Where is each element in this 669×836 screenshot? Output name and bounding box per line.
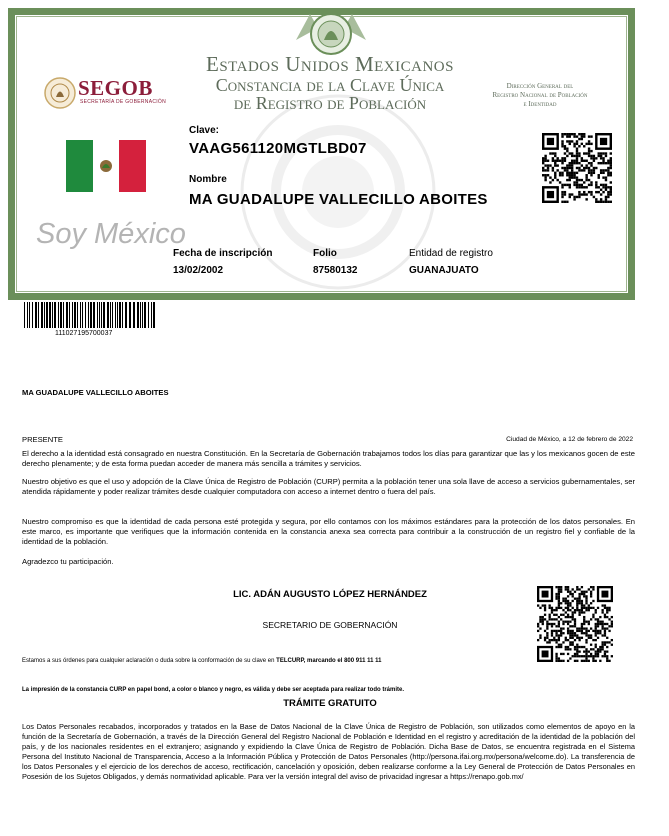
- recipient-name: MA GUADALUPE VALLECILLO ABOITES: [22, 388, 169, 397]
- signer-name: LIC. ADÁN AUGUSTO LÓPEZ HERNÁNDEZ: [233, 589, 427, 600]
- soy-mexico-text: Soy México: [36, 218, 186, 250]
- print-validity-note: La impresión de la constancia CURP en papel bond, a color o blanco y negro, es válida y debe ser aceptada para realizar todo trámite.: [22, 687, 405, 693]
- tramite-gratuito: TRÁMITE GRATUITO: [283, 698, 377, 709]
- thanks-text: Agradezco tu participación.: [22, 557, 114, 566]
- letter-date: Ciudad de México, a 12 de febrero de 2022: [506, 436, 633, 443]
- fecha-inscripcion-label: Fecha de inscripción: [173, 248, 273, 259]
- dgrnpi-line1: Dirección General del: [506, 82, 574, 90]
- clave-label: Clave:: [189, 125, 220, 136]
- letter-paragraph-3: Nuestro compromiso es que la identidad de cada persona esté protegida y segura, por ello contamos con los máximos estándares para la protección de los datos personales. En este marco, es importante que verifiques que la información contenida en la constancia anexa sea correcta para contribuir a la construcción de un registro fiel y confiable de la identidad de la población.: [22, 517, 635, 546]
- card-subtitle: [150, 76, 510, 112]
- contact-text: Estamos a sus órdenes para cualquier aclaración o duda sobre la conformación de su clave en: [22, 658, 277, 664]
- segob-logo-subtext: SECRETARÍA DE GOBERNACIÓN: [80, 99, 167, 105]
- dgrnpi-line3: e Identidad: [523, 100, 557, 108]
- fecha-inscripcion-value: 13/02/2002: [173, 265, 224, 276]
- contact-line: [22, 658, 381, 664]
- barcode-number: 111027195700037: [55, 330, 113, 337]
- nombre-value: MA GUADALUPE VALLECILLO ABOITES: [189, 191, 488, 208]
- segob-seal-icon: [44, 77, 76, 109]
- telcurp-phone: TELCURP, marcando el 800 911 11 11: [276, 658, 382, 664]
- dgrnpi-line2: Registro Nacional de Población: [492, 91, 588, 99]
- folio-label: Folio: [313, 248, 337, 259]
- privacy-notice: Los Datos Personales recabados, incorporados y tratados en la Base de Datos Nacional de la Clave Única de Registro de Población, son utilizados como elementos de apoyo en la función de la Secretaría de Gobernación, a través de la Dirección General del Registro Nacional de Población e Identidad en el registro y acreditación de la identidad de la población del país, y de los nacionales residentes en el extranjero; asignando y expidiendo la Clave Única de Registro de Población. Dicha Base de Datos, se encuentra registrada en el Sistema Persona del Instituto Nacional de Transparencia, Acceso a la Información Pública y Protección de Datos Personales (http://persona.ifai.org.mx/persona/welcome.do). La transferencia de los Datos Personales y el ejercicio de los derechos de acceso, rectificación, cancelación y oposición, deben realizarse conforme a la Ley General de Protección de Datos Personales en Posesión de los Sujetos Obligados, y demás normatividad aplicable. Para ver la versión integral del aviso de privacidad ingresar a https://renapo.gob.mx/: [22, 722, 635, 781]
- signer-title: SECRETARIO DE GOBERNACIÓN: [262, 620, 398, 630]
- letter-paragraph-1: El derecho a la identidad está consagrado en nuestra Constitución. En la Secretaría de Gobernación trabajamos todos los días para garantizar que las y los mexicanos gocen de este derecho plenamente; y de esta forma puedan acceder de manera más sencilla a trámites y servicios.: [22, 449, 635, 468]
- entidad-registro-label: Entidad de registro: [409, 248, 493, 259]
- card-subtitle-line1: Constancia de la Clave Única: [215, 75, 445, 95]
- letter-qr-code-icon: [537, 586, 613, 662]
- segob-logo-text: SEGOB: [78, 76, 153, 100]
- mexico-flag-icon: [66, 140, 146, 192]
- letter-paragraph-2: Nuestro objetivo es que el uso y adopción de la Clave Única de Registro de Población (CURP) permita a la población tener una sola llave de acceso a servicios gubernamentales, ser atendida rápidamente y poder realizar trámites desde cualquier computadora con acceso a internet dentro o fuera del país.: [22, 477, 635, 496]
- barcode-icon: [24, 302, 158, 328]
- presente-label: PRESENTE: [22, 435, 63, 444]
- nombre-label: Nombre: [189, 174, 227, 185]
- card-subtitle-line2: de Registro de Población: [233, 93, 427, 113]
- dgrnpi-label: [470, 82, 610, 109]
- national-emblem-icon: [296, 10, 366, 56]
- folio-value: 87580132: [313, 265, 358, 276]
- card-title: Estados Unidos Mexicanos: [206, 52, 454, 76]
- clave-value: VAAG561120MGTLBD07: [189, 140, 367, 157]
- entidad-registro-value: GUANAJUATO: [409, 265, 479, 276]
- card-qr-code-icon: [542, 133, 612, 203]
